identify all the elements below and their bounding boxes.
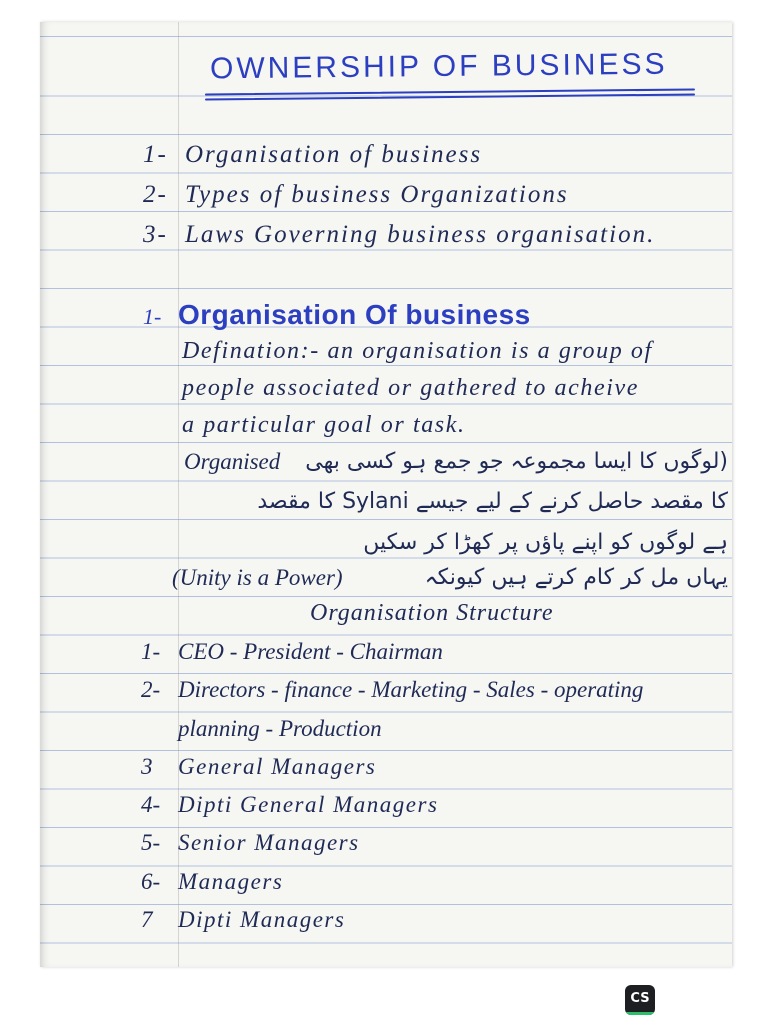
item-text: Dipti Managers <box>178 907 346 933</box>
item-number: 3- <box>143 221 168 248</box>
contents-list <box>143 135 655 255</box>
list-item <box>143 135 655 175</box>
page-title: OWNERSHIP OF BUSINESS <box>209 47 668 86</box>
section-heading <box>143 298 531 332</box>
item-number: 6- <box>141 868 161 894</box>
urdu-note-line <box>170 483 728 521</box>
item-number: 7 <box>141 907 153 933</box>
item-number: 4- <box>141 792 161 818</box>
list-item <box>141 824 643 862</box>
item-text: Laws Governing business organisation. <box>185 221 656 248</box>
item-text: Types of business Organizations <box>185 181 569 208</box>
note-urdu: ہے لوگوں کو اپنے پاؤں پر کھڑا کر سکیں <box>363 530 728 555</box>
definition <box>182 333 653 444</box>
item-text: General Managers <box>178 753 377 779</box>
note-english: Organised <box>184 449 281 474</box>
section-title: Organisation Of business <box>178 299 531 330</box>
note-urdu: کا مقصد حاصل کرنے کے لیے جیسے Sylani کا مقصد <box>257 489 728 514</box>
definition-text: an organisation is a group of <box>327 338 653 364</box>
item-text: Senior Managers <box>178 830 360 856</box>
item-number: 1- <box>143 141 168 168</box>
list-item <box>143 175 655 215</box>
item-text: Dipti General Managers <box>178 792 439 818</box>
item-number: 1- <box>141 639 161 664</box>
list-item <box>141 901 643 939</box>
note-urdu: (لوگوں کا ایسا مجموعہ جو جمع ہو کسی بھی <box>305 449 728 474</box>
structure-list <box>141 633 643 939</box>
item-number: 5- <box>141 830 161 856</box>
item-text: Managers <box>178 868 284 894</box>
item-text: planning - Production <box>178 715 382 741</box>
list-item <box>141 633 643 671</box>
definition-line <box>182 333 653 370</box>
list-item <box>141 710 643 748</box>
item-number: 3 <box>141 753 153 779</box>
note-english: (Unity is a Power) <box>172 565 343 590</box>
definition-label: Defination:- <box>182 338 320 364</box>
structure-heading: Organisation Structure <box>310 600 554 626</box>
item-text: Directors - finance - Marketing - Sales - operating <box>178 677 644 703</box>
list-item <box>141 786 643 824</box>
item-text: Organisation of business <box>185 141 483 168</box>
item-text: CEO - President - Chairman <box>178 639 443 664</box>
list-item <box>141 863 643 901</box>
urdu-note-line <box>170 524 728 562</box>
list-item <box>141 671 643 709</box>
definition-line: people associated or gathered to acheive <box>182 375 639 401</box>
urdu-note-line <box>170 559 728 597</box>
definition-line: a particular goal or task. <box>182 412 466 438</box>
item-number: 2- <box>143 181 168 208</box>
list-item <box>141 748 643 786</box>
camscanner-logo: CS <box>625 985 655 1015</box>
item-number: 2- <box>141 677 161 703</box>
section-number: 1- <box>143 304 162 329</box>
urdu-note-line <box>170 443 728 481</box>
list-item <box>143 215 655 255</box>
note-urdu: یہاں مل کر کام کرتے ہیں کیونکہ <box>424 565 728 590</box>
